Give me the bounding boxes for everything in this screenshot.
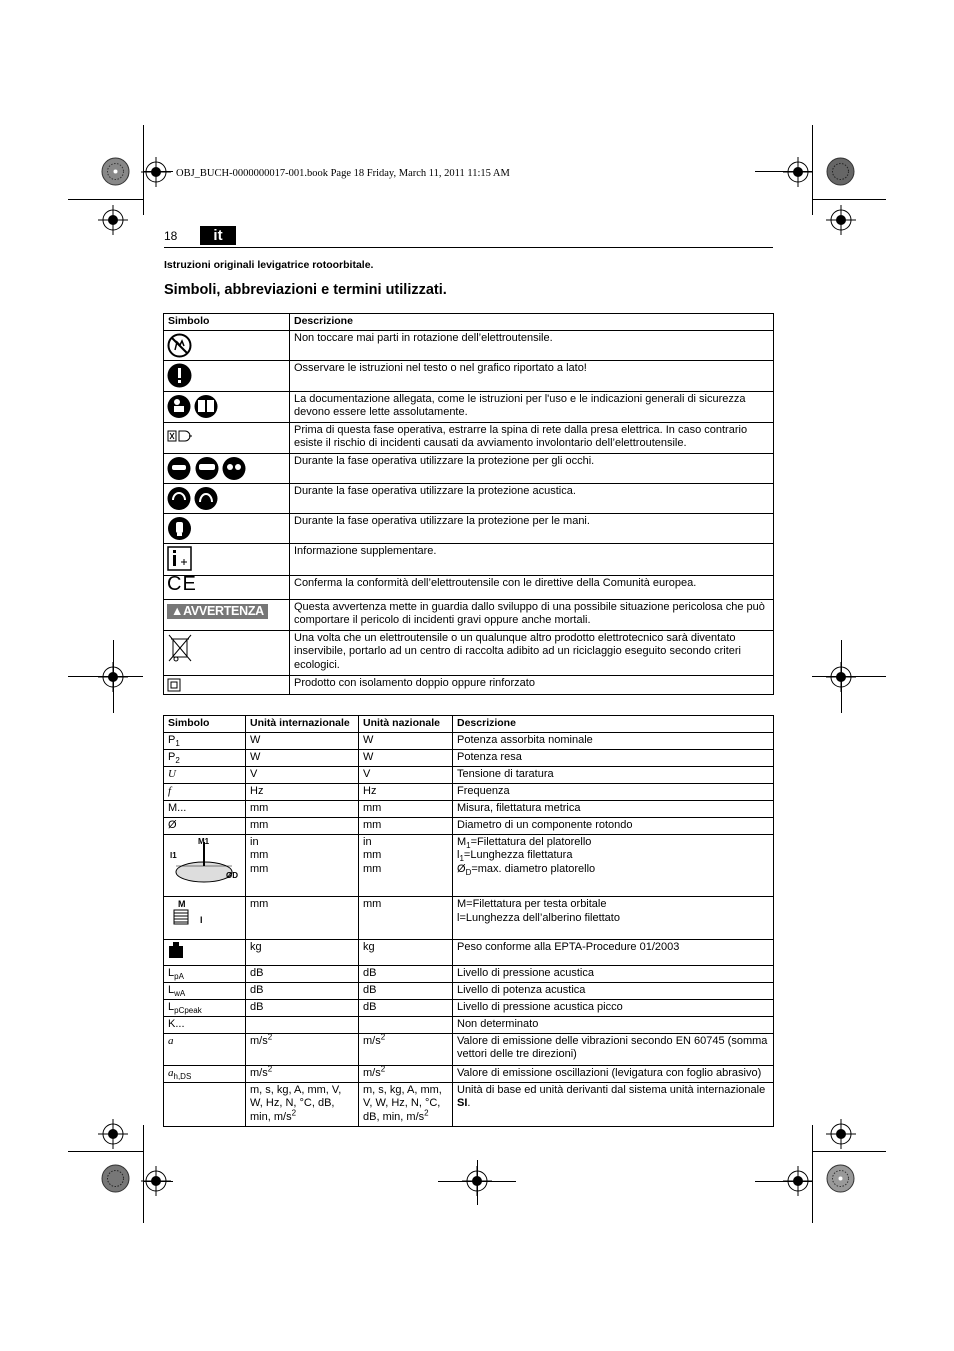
superscript: 2: [291, 1107, 297, 1117]
description-cell: $M_1=Filettatura$ del platorello $l_1=Lunghezza$ filettatura $Ø_D=\max$. diametro platorello: [453, 834, 774, 897]
table-row: [164, 1016, 774, 1033]
svg-text:ØD: ØD: [226, 870, 238, 880]
registration-target-icon: [98, 662, 128, 692]
national-unit-cell: $m/s^2$: [359, 1065, 453, 1082]
national-unit-cell: mm: [359, 817, 453, 834]
warning-triangle-icon: ▲: [171, 603, 184, 618]
symbol-text: U: [168, 767, 176, 780]
registration-target-icon: [141, 1166, 171, 1196]
ear-protection-icon: [167, 486, 219, 511]
units-table-body: [164, 732, 774, 1126]
subscript: 1: [466, 840, 471, 850]
table-row: [164, 630, 774, 675]
description-cell: Conferma la conformità dell’elettroutensile con le direttive della Comunità europea.: [290, 575, 774, 599]
international-unit-cell: V: [246, 766, 359, 783]
units-table: [163, 715, 774, 1127]
table-row: [164, 965, 774, 982]
symbol-cell: [164, 817, 246, 834]
symbol-text: L: [168, 1000, 175, 1013]
language-badge: it: [200, 226, 236, 245]
superscript: 2: [380, 1063, 386, 1073]
table-row: [164, 1065, 774, 1082]
international-unit-cell: mm: [246, 817, 359, 834]
symbol-cell: [164, 675, 290, 694]
national-unit-cell: Hz: [359, 783, 453, 800]
description-cell: M=Filettatura per testa orbitale l=Lunghezza dell’alberino filettato: [453, 897, 774, 940]
symbol-cell: [164, 783, 246, 800]
weight-icon: [168, 941, 184, 959]
registration-target-icon: [141, 157, 171, 187]
description-cell: Questa avvertenza mette in guardia dallo sviluppo di una possibile situazione pericolosa che può comportare il pericolo di incidenti gravi oppure anche mortali.: [290, 599, 774, 630]
symbol-cell: [164, 391, 290, 422]
table-row: [164, 800, 774, 817]
symbol-cell: [164, 940, 246, 966]
page-number: 18: [164, 229, 178, 243]
national-unit-cell: mm: [359, 800, 453, 817]
description-cell: Informazione supplementare.: [290, 543, 774, 575]
symbol-text: a: [168, 1034, 174, 1047]
read-manual-icon: [167, 394, 219, 419]
national-unit-cell: m, s, kg, A, mm, V, W, Hz, N, °C, dB, min, $m/s^2$: [359, 1082, 453, 1126]
national-unit-cell: in mm mm: [359, 834, 453, 897]
symbol-cell: [164, 732, 246, 749]
superscript: 2: [267, 1031, 273, 1041]
description-cell: Livello di pressione acustica picco: [453, 999, 774, 1016]
table-row: [164, 483, 774, 513]
table-row: [164, 360, 774, 391]
national-unit-cell: dB: [359, 965, 453, 982]
symbol-cell: [164, 897, 246, 940]
star-target-icon: [101, 1164, 130, 1193]
symbol-cell: [164, 965, 246, 982]
superscript: 2: [424, 1107, 429, 1117]
registration-target-icon: [98, 1119, 128, 1149]
symbol-cell: [164, 630, 290, 675]
column-header: Unità internazionale: [246, 716, 359, 733]
description-cell: Diametro di un componente rotondo: [453, 817, 774, 834]
symbol-cell: [164, 834, 246, 897]
ce-mark-icon: CE: [167, 572, 197, 595]
symbol-text: P: [168, 750, 176, 763]
subscript: 1: [175, 738, 180, 748]
symbol-cell: [164, 572, 290, 599]
table-row: [164, 982, 774, 999]
table-row: [164, 543, 774, 575]
description-cell: Misura, filettatura metrica: [453, 800, 774, 817]
description-cell: Potenza resa: [453, 749, 774, 766]
national-unit-cell: V: [359, 766, 453, 783]
symbol-text: L: [168, 966, 175, 979]
description-cell: Durante la fase operativa utilizzare la protezione acustica.: [290, 483, 774, 513]
symbol-cell: [164, 599, 290, 630]
registration-target-icon: [98, 205, 128, 235]
national-unit-cell: dB: [359, 982, 453, 999]
symbol-cell: [164, 1082, 246, 1126]
table-row: [164, 675, 774, 694]
national-unit-cell: [359, 1016, 453, 1033]
symbol-cell: [164, 453, 290, 483]
symbol-cell: [164, 749, 246, 766]
description-cell: Durante la fase operativa utilizzare la protezione per gli occhi.: [290, 453, 774, 483]
symbols-table: [163, 313, 774, 695]
bold-text: SI: [457, 1097, 468, 1109]
table-row: [164, 575, 774, 599]
symbol-text: K...: [168, 1017, 185, 1030]
table-row: [164, 834, 774, 897]
description-cell: Non determinato: [453, 1016, 774, 1033]
table-row: [164, 749, 774, 766]
superscript: 2: [267, 1063, 273, 1073]
subscript: h,DS: [173, 1071, 192, 1081]
header-divider: [164, 247, 773, 248]
international-unit-cell: $m/s^2$: [246, 1065, 359, 1082]
document-subtitle: Istruzioni originali levigatrice rotoorbitale.: [164, 259, 374, 271]
symbol-text: a: [168, 1066, 174, 1079]
national-unit-cell: mm: [359, 897, 453, 940]
column-header: Descrizione: [290, 314, 774, 331]
international-unit-cell: kg: [246, 940, 359, 966]
national-unit-cell: dB: [359, 999, 453, 1016]
registration-target-icon: [783, 1166, 813, 1196]
warning-badge: [167, 604, 268, 620]
description-cell: Prodotto con isolamento doppio oppure rinforzato: [290, 675, 774, 694]
description-cell: Livello di potenza acustica: [453, 982, 774, 999]
warning-label: AVVERTENZA: [183, 603, 264, 618]
star-target-icon: [826, 157, 855, 186]
table-row: [164, 513, 774, 543]
international-unit-cell: mm: [246, 897, 359, 940]
book-info-line: OBJ_BUCH-0000000017-001.book Page 18 Friday, March 11, 2011 11:15 AM: [176, 168, 510, 179]
sanding-pad-diagram-icon: [168, 836, 242, 891]
double-insulation-icon: [167, 678, 181, 692]
international-unit-cell: mm: [246, 800, 359, 817]
registration-target-icon: [462, 1166, 492, 1196]
table-row: [164, 999, 774, 1016]
symbol-cell: [164, 982, 246, 999]
international-unit-cell: W: [246, 732, 359, 749]
symbol-text: L: [168, 983, 175, 996]
weee-bin-icon: [167, 633, 193, 663]
table-row: [164, 766, 774, 783]
svg-text:l1: l1: [170, 850, 177, 860]
info-icon: [167, 546, 192, 571]
national-unit-cell: W: [359, 732, 453, 749]
international-unit-cell: Hz: [246, 783, 359, 800]
subscript: pA: [174, 971, 184, 981]
column-header: Simbolo: [164, 314, 290, 331]
column-header: Simbolo: [164, 716, 246, 733]
international-unit-cell: $m/s^2$: [246, 1033, 359, 1065]
svg-text:M1: M1: [198, 836, 210, 846]
description-cell: Livello di pressione acustica: [453, 965, 774, 982]
description-cell: Potenza assorbita nominale: [453, 732, 774, 749]
symbol-cell: [164, 1016, 246, 1033]
svg-text:l: l: [200, 915, 203, 925]
column-header: Unità nazionale: [359, 716, 453, 733]
star-target-icon: [826, 1164, 855, 1193]
symbol-cell: [164, 543, 290, 575]
symbol-cell: [164, 1065, 246, 1082]
description-cell: La documentazione allegata, come le istruzioni per l'uso e le indicazioni generali di sicurezza devono essere lette assolutamente.: [290, 391, 774, 422]
symbol-text: f: [168, 784, 172, 797]
table-row: [164, 453, 774, 483]
subscript: D: [465, 867, 472, 877]
table-row: [164, 783, 774, 800]
symbol-text: Ø: [168, 818, 177, 831]
international-unit-cell: dB: [246, 965, 359, 982]
table-header-row: [164, 716, 774, 733]
international-unit-cell: m, s, kg, A, mm, V, W, Hz, N, °C, dB, min, $m/s^2$: [246, 1082, 359, 1126]
description-cell: Durante la fase operativa utilizzare la protezione per le mani.: [290, 513, 774, 543]
symbol-text: M...: [168, 801, 187, 814]
description-cell: Tensione di taratura: [453, 766, 774, 783]
svg-text:M: M: [178, 899, 186, 909]
subscript: wA: [174, 988, 186, 998]
national-unit-cell: kg: [359, 940, 453, 966]
exclamation-icon: [167, 363, 192, 388]
symbol-cell: [164, 483, 290, 513]
no-touch-rotating-icon: [167, 333, 192, 358]
subscript: pCpeak: [174, 1005, 202, 1015]
symbol-cell: [164, 360, 290, 391]
international-unit-cell: dB: [246, 999, 359, 1016]
symbol-cell: [164, 1033, 246, 1065]
eye-protection-icon: [167, 456, 247, 481]
national-unit-cell: W: [359, 749, 453, 766]
table-row: [164, 817, 774, 834]
section-title: Simboli, abbreviazioni e termini utilizzati.: [164, 282, 447, 298]
table-row: [164, 422, 774, 453]
description-cell: Valore di emissione oscillazioni (levigatura con foglio abrasivo): [453, 1065, 774, 1082]
description-cell: Peso conforme alla EPTA-Procedure 01/2003: [453, 940, 774, 966]
description-cell: Unità di base ed unità derivanti dal sistema unità internazionale SI.: [453, 1082, 774, 1126]
table-row: [164, 391, 774, 422]
international-unit-cell: dB: [246, 982, 359, 999]
symbol-cell: [164, 999, 246, 1016]
table-row: [164, 1033, 774, 1065]
symbol-cell: [164, 330, 290, 360]
hand-protection-icon: [167, 516, 192, 541]
description-cell: Prima di questa fase operativa, estrarre la spina di rete dalla presa elettrica. In caso contrario esiste il rischio di incidenti causati da avviamento involontario dell’elettroutensile.: [290, 422, 774, 453]
symbol-cell: [164, 800, 246, 817]
symbol-cell: [164, 513, 290, 543]
table-row: [164, 940, 774, 966]
table-row: [164, 732, 774, 749]
description-cell: Non toccare mai parti in rotazione dell’elettroutensile.: [290, 330, 774, 360]
description-cell: Frequenza: [453, 783, 774, 800]
registration-target-icon: [783, 157, 813, 187]
subscript: 2: [175, 755, 180, 765]
description-cell: Valore di emissione delle vibrazioni secondo EN 60745 (somma vettori delle tre direzioni): [453, 1033, 774, 1065]
international-unit-cell: in mm mm: [246, 834, 359, 897]
superscript: 2: [380, 1031, 386, 1041]
international-unit-cell: W: [246, 749, 359, 766]
table-row: [164, 330, 774, 360]
subscript: 1: [459, 854, 464, 864]
description-cell: Una volta che un elettroutensile o un qualunque altro prodotto elettrotecnico sarà diventato inservibile, portarlo ad un centro di raccolta adibito ad un riciclaggio eseguito secondo criteri ecologici.: [290, 630, 774, 675]
spindle-thread-diagram-icon: [168, 898, 208, 932]
registration-target-icon: [826, 205, 856, 235]
symbol-text: P: [168, 733, 176, 746]
unplug-icon: [167, 425, 192, 447]
description-cell: Osservare le istruzioni nel testo o nel grafico riportato a lato!: [290, 360, 774, 391]
international-unit-cell: [246, 1016, 359, 1033]
column-header: Descrizione: [453, 716, 774, 733]
table-row: [164, 599, 774, 630]
registration-target-icon: [826, 1119, 856, 1149]
symbol-cell: [164, 766, 246, 783]
national-unit-cell: $m/s^2$: [359, 1033, 453, 1065]
table-row: [164, 897, 774, 940]
table-row: [164, 1082, 774, 1126]
registration-target-icon: [826, 662, 856, 692]
table-header-row: [164, 314, 774, 331]
symbol-cell: [164, 422, 290, 453]
star-target-icon: [101, 157, 130, 186]
